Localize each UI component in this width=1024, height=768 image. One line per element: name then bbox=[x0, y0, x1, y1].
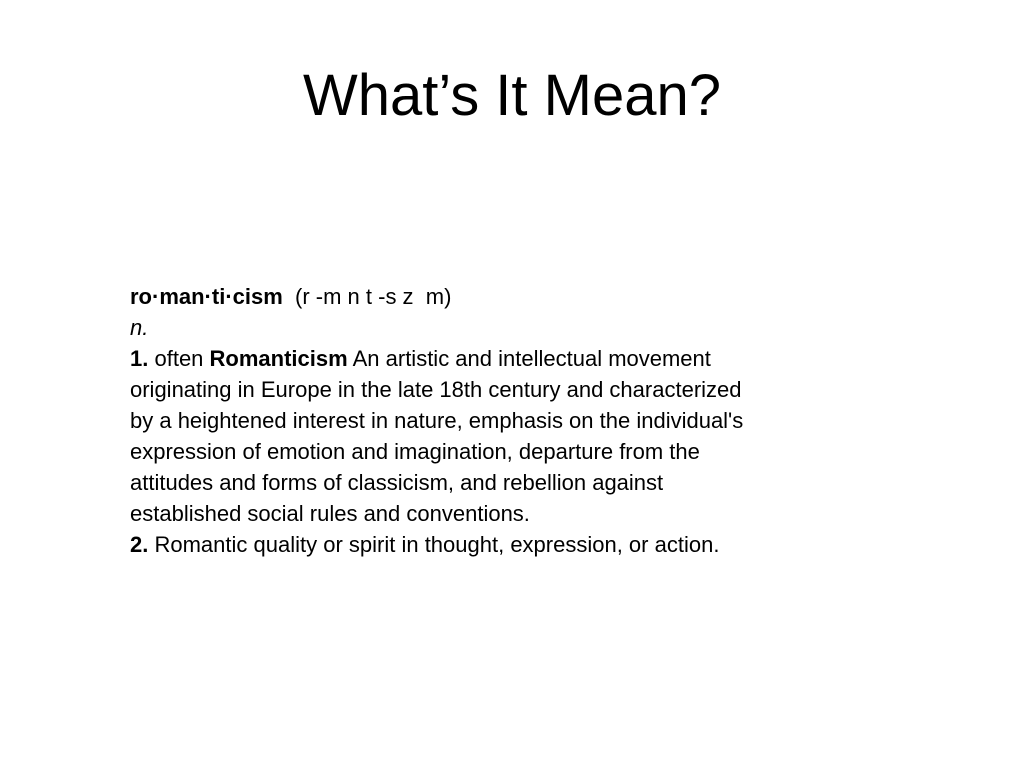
dictionary-entry bbox=[130, 281, 870, 560]
part-of-speech: n. bbox=[130, 315, 149, 340]
sense-1-number: 1. bbox=[130, 346, 149, 371]
sense-1-line bbox=[130, 343, 870, 374]
sense-1-line: established social rules and conventions. bbox=[130, 501, 530, 526]
slide-title: What’s It Mean? bbox=[302, 63, 721, 128]
entry-headline bbox=[130, 281, 870, 312]
sense-1-variant: Romanticism bbox=[209, 346, 348, 371]
sense-1-text: An artistic and intellectual movement bbox=[352, 346, 711, 371]
sense-2-number: 2. bbox=[130, 532, 149, 557]
sense-1-label: often bbox=[154, 346, 204, 371]
sense-1 bbox=[130, 343, 870, 529]
part-of-speech-line bbox=[130, 312, 870, 343]
sense-1-line: expression of emotion and imagination, departure from the bbox=[130, 439, 700, 464]
sense-2 bbox=[130, 529, 870, 560]
sense-2-text: Romantic quality or spirit in thought, expression, or action. bbox=[154, 532, 720, 557]
sense-1-line: originating in Europe in the late 18th century and characterized bbox=[130, 377, 742, 402]
sense-1-line: attitudes and forms of classicism, and rebellion against bbox=[130, 470, 664, 495]
headword: ro·man·ti·cism bbox=[130, 284, 283, 309]
sense-1-line: by a heightened interest in nature, emphasis on the individual's bbox=[130, 408, 744, 433]
pronunciation: (r -m n t -s z m) bbox=[282, 284, 452, 309]
